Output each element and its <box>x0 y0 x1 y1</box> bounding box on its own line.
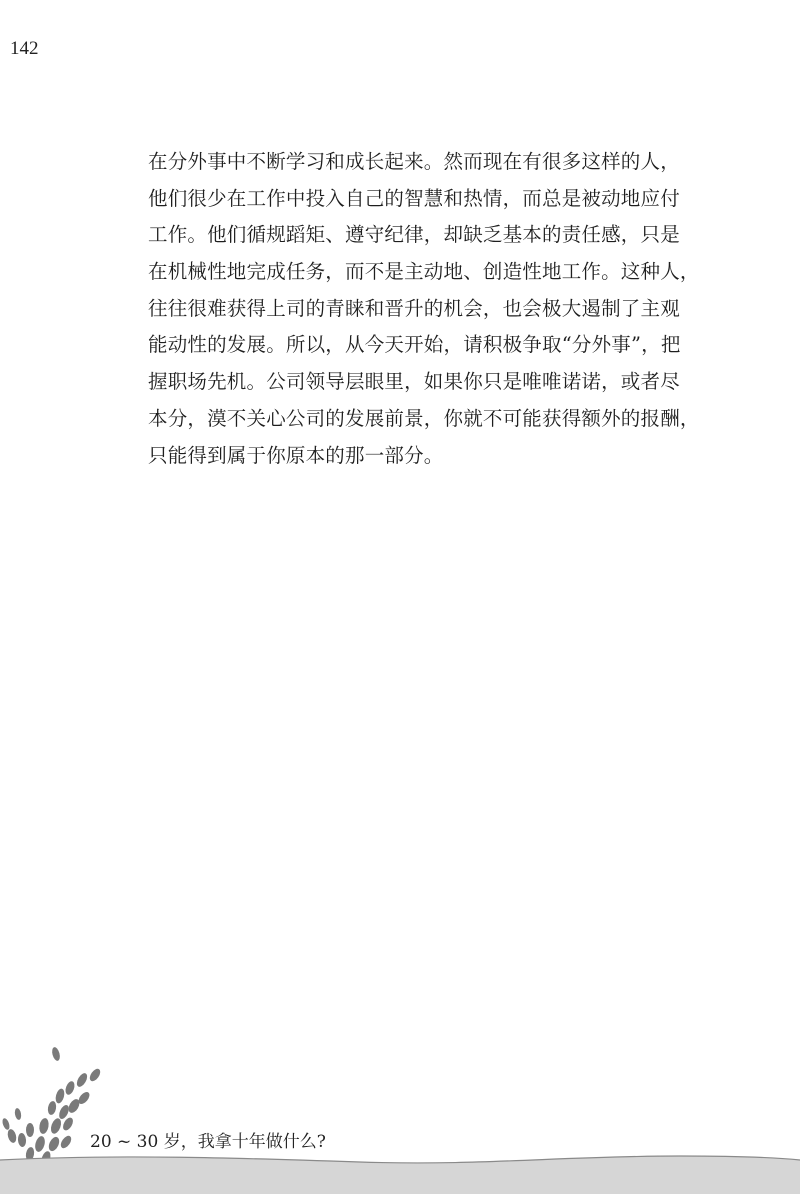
page-number: 142 <box>10 38 39 59</box>
text-line: 往往很难获得上司的青睐和晋升的机会，也会极大遏制了主观 <box>148 296 680 320</box>
running-footer-book-title: 20 ~ 30 岁，我拿十年做什么? <box>90 1132 326 1152</box>
text-line: 只能得到属于你原本的那一部分。 <box>148 443 444 467</box>
footer-band <box>0 1150 800 1194</box>
text-line: 在机械性地完成任务，而不是主动地、创造性地工作。这种人， <box>148 260 700 284</box>
text-line: 本分，漠不关心公司的发展前景，你就不可能获得额外的报酬， <box>148 406 700 430</box>
body-paragraph <box>148 144 738 474</box>
text-line: 能动性的发展。所以，从今天开始，请积极争取“分外事”，把 <box>148 333 681 357</box>
text-line: 工作。他们循规蹈矩、遵守纪律，却缺乏基本的责任感，只是 <box>148 223 680 247</box>
text-line: 他们很少在工作中投入自己的智慧和热情，而总是被动地应付 <box>148 186 680 210</box>
text-line: 在分外事中不断学习和成长起来。然而现在有很多这样的人， <box>148 150 680 173</box>
text-line: 握职场先机。公司领导层眼里，如果你只是唯唯诺诺，或者尽 <box>148 370 680 394</box>
